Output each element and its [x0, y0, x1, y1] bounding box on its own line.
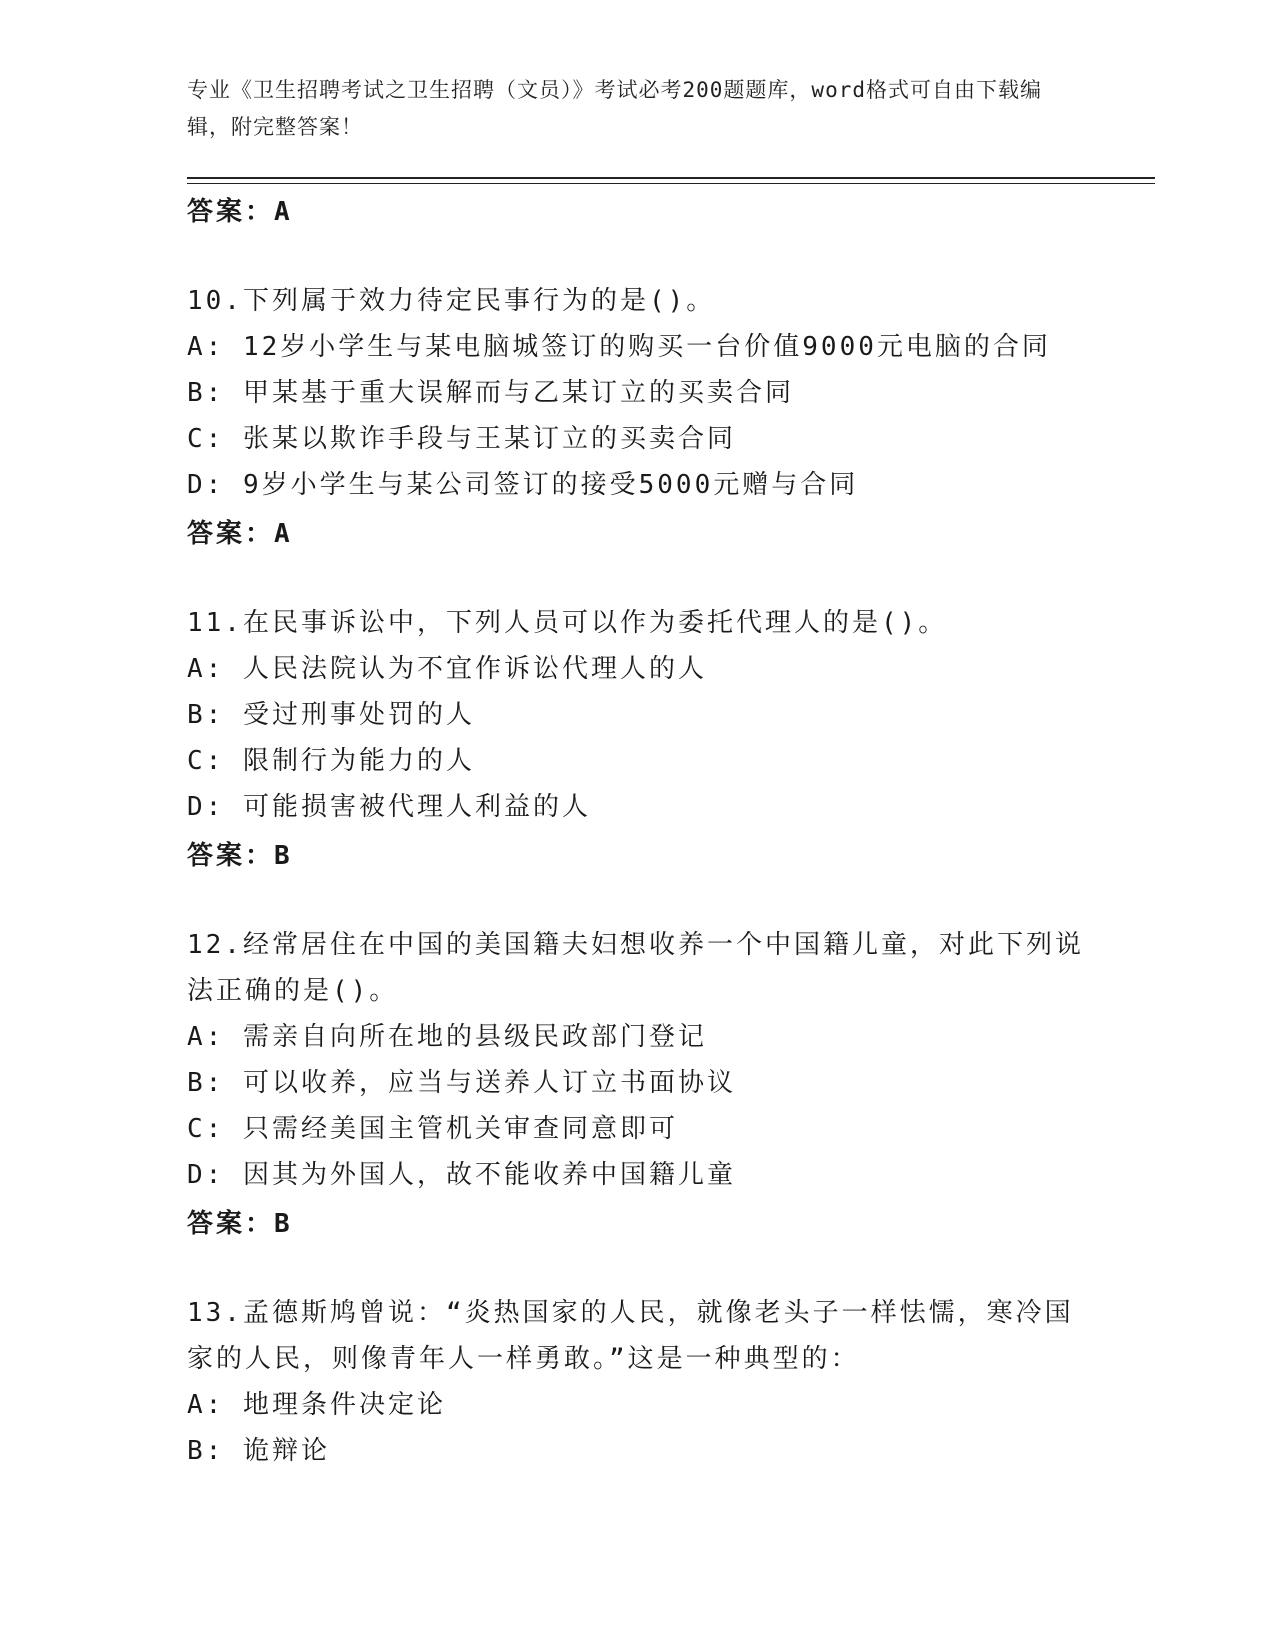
- question-text: 10.下列属于效力待定民事行为的是()。: [187, 286, 716, 316]
- answer-line: [187, 508, 1087, 560]
- option-a: A: 需亲自向所在地的县级民政部门登记: [187, 1022, 707, 1052]
- option-d: D: 9岁小学生与某公司签订的接受5000元赠与合同: [187, 470, 859, 500]
- answer-value: B: [274, 841, 293, 871]
- answer-label: 答案：: [187, 197, 275, 227]
- question-text: 13.孟德斯鸠曾说：“炎热国家的人民，就像老头子一样怯懦，寒冷国家的人民，则像青年人一样勇敢。”这是一种典型的：: [187, 1298, 1074, 1374]
- option-b: B: 受过刑事处罚的人: [187, 700, 475, 730]
- question-text: 11.在民事诉讼中，下列人员可以作为委托代理人的是()。: [187, 608, 948, 638]
- answer-value: A: [274, 519, 293, 549]
- document-header: [187, 72, 1067, 146]
- option-a: A: 12岁小学生与某电脑城签订的购买一台价值9000元电脑的合同: [187, 332, 1051, 362]
- answer-line: [187, 830, 1087, 882]
- question-text: 12.经常居住在中国的美国籍夫妇想收养一个中国籍儿童，对此下列说法正确的是()。: [187, 930, 1084, 1006]
- option-c: C: 限制行为能力的人: [187, 746, 475, 776]
- option-d: D: 可能损害被代理人利益的人: [187, 792, 591, 822]
- answer-line: [187, 1198, 1087, 1250]
- option-c: C: 只需经美国主管机关审查同意即可: [187, 1114, 678, 1144]
- question-block: [187, 1290, 1087, 1474]
- option-b: B: 甲某基于重大误解而与乙某订立的买卖合同: [187, 378, 794, 408]
- answer-label: 答案：: [187, 519, 275, 549]
- spacer: [187, 560, 1087, 600]
- option-b: B: 诡辩论: [187, 1436, 330, 1466]
- spacer: [187, 1250, 1087, 1290]
- question-list: [187, 186, 1087, 1474]
- header-rule-thin: [187, 183, 1155, 184]
- question-block: [187, 922, 1087, 1250]
- option-d: D: 因其为外国人，故不能收养中国籍儿童: [187, 1160, 736, 1190]
- answer-label: 答案：: [187, 1209, 275, 1239]
- spacer: [187, 882, 1087, 922]
- option-c: C: 张某以欺诈手段与王某订立的买卖合同: [187, 424, 736, 454]
- header-text: 专业《卫生招聘考试之卫生招聘（文员）》考试必考200题题库，word格式可自由下载编辑，附完整答案！: [187, 78, 1042, 139]
- answer-label: 答案：: [187, 841, 275, 871]
- answer-line: [187, 186, 1087, 238]
- option-a: A: 地理条件决定论: [187, 1390, 446, 1420]
- header-rule-thick: [187, 177, 1155, 179]
- question-block: [187, 600, 1087, 882]
- answer-value: A: [274, 197, 293, 227]
- answer-value: B: [274, 1209, 293, 1239]
- question-block: [187, 278, 1087, 560]
- option-a: A: 人民法院认为不宜作诉讼代理人的人: [187, 654, 707, 684]
- option-b: B: 可以收养，应当与送养人订立书面协议: [187, 1068, 736, 1098]
- spacer: [187, 238, 1087, 278]
